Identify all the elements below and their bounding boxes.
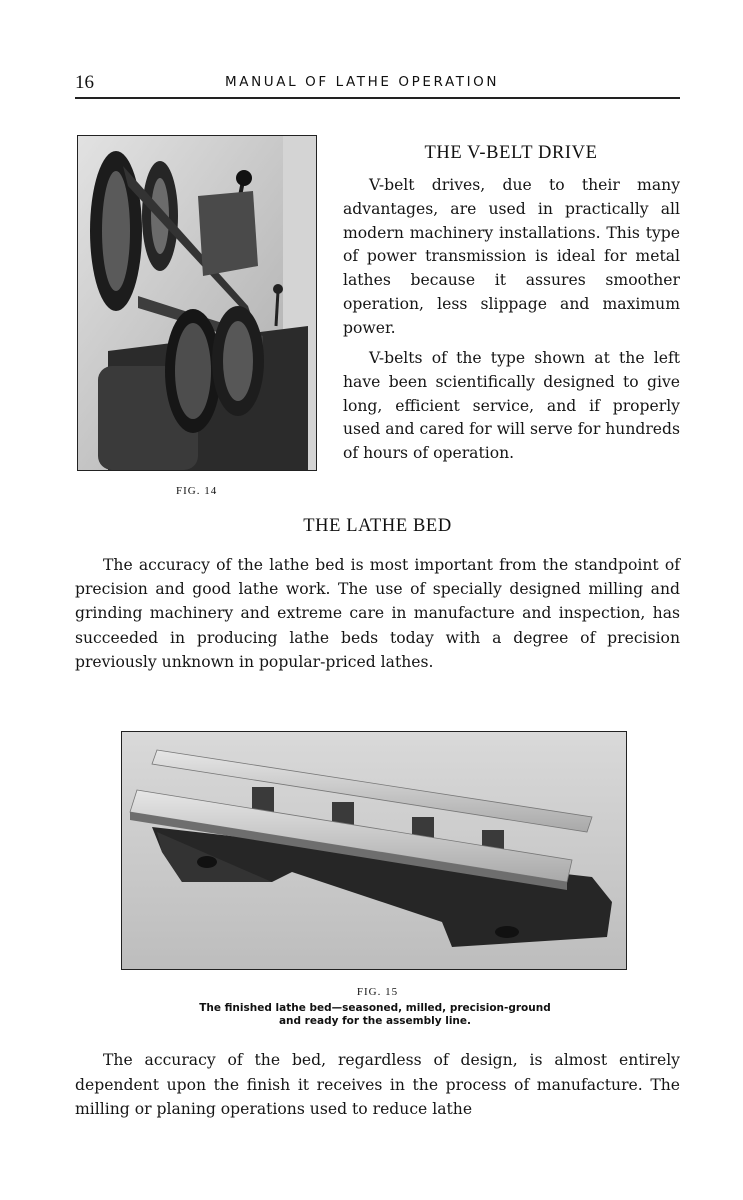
running-title: MANUAL OF LATHE OPERATION <box>225 74 500 90</box>
fig15-caption <box>175 1002 575 1028</box>
lathe-bed-section-title: THE LATHE BED <box>303 516 452 536</box>
fig15-caption-line-2: and ready for the assembly line. <box>278 1015 472 1027</box>
fig15-caption-line-1: The finished lathe bed—seasoned, milled, precision-ground <box>199 1002 551 1014</box>
lathe-bed-paragraph: The accuracy of the lathe bed is most important from the standpoint of precision and good lathe work. The use of specially designed milling and grinding machinery and extreme care in manufacture and inspection, has succeeded in producing lathe beds today with a degree of precision previously unknown in popular-priced lathes. <box>75 556 680 671</box>
vbelt-section-title: THE V-BELT DRIVE <box>424 143 598 163</box>
fig15-label: FIG. 15 <box>356 986 399 998</box>
fig14-photo <box>77 135 317 471</box>
vbelt-paragraph-2: V-belts of the type shown at the left have been scientifically designed to give long, efficient service, and if properly used and cared for will serve for hundreds of hours of operation. <box>343 349 681 463</box>
header-rule <box>75 97 680 99</box>
page-number: 16 <box>75 72 94 93</box>
final-paragraph: The accuracy of the bed, regardless of design, is almost entirely dependent upon the finish it receives in the process of manufacture. The milling or planing operations used to reduce lathe <box>75 1051 680 1119</box>
fig14-label: FIG. 14 <box>176 485 218 497</box>
fig15-photo <box>121 731 627 970</box>
page-header <box>75 72 680 98</box>
vbelt-paragraph-1: V-belt drives, due to their many advantages, are used in practically all modern machinery installations. This type of power transmission is ideal for metal lathes because it assures smoother operation, less slippage and maximum power. <box>343 176 680 337</box>
